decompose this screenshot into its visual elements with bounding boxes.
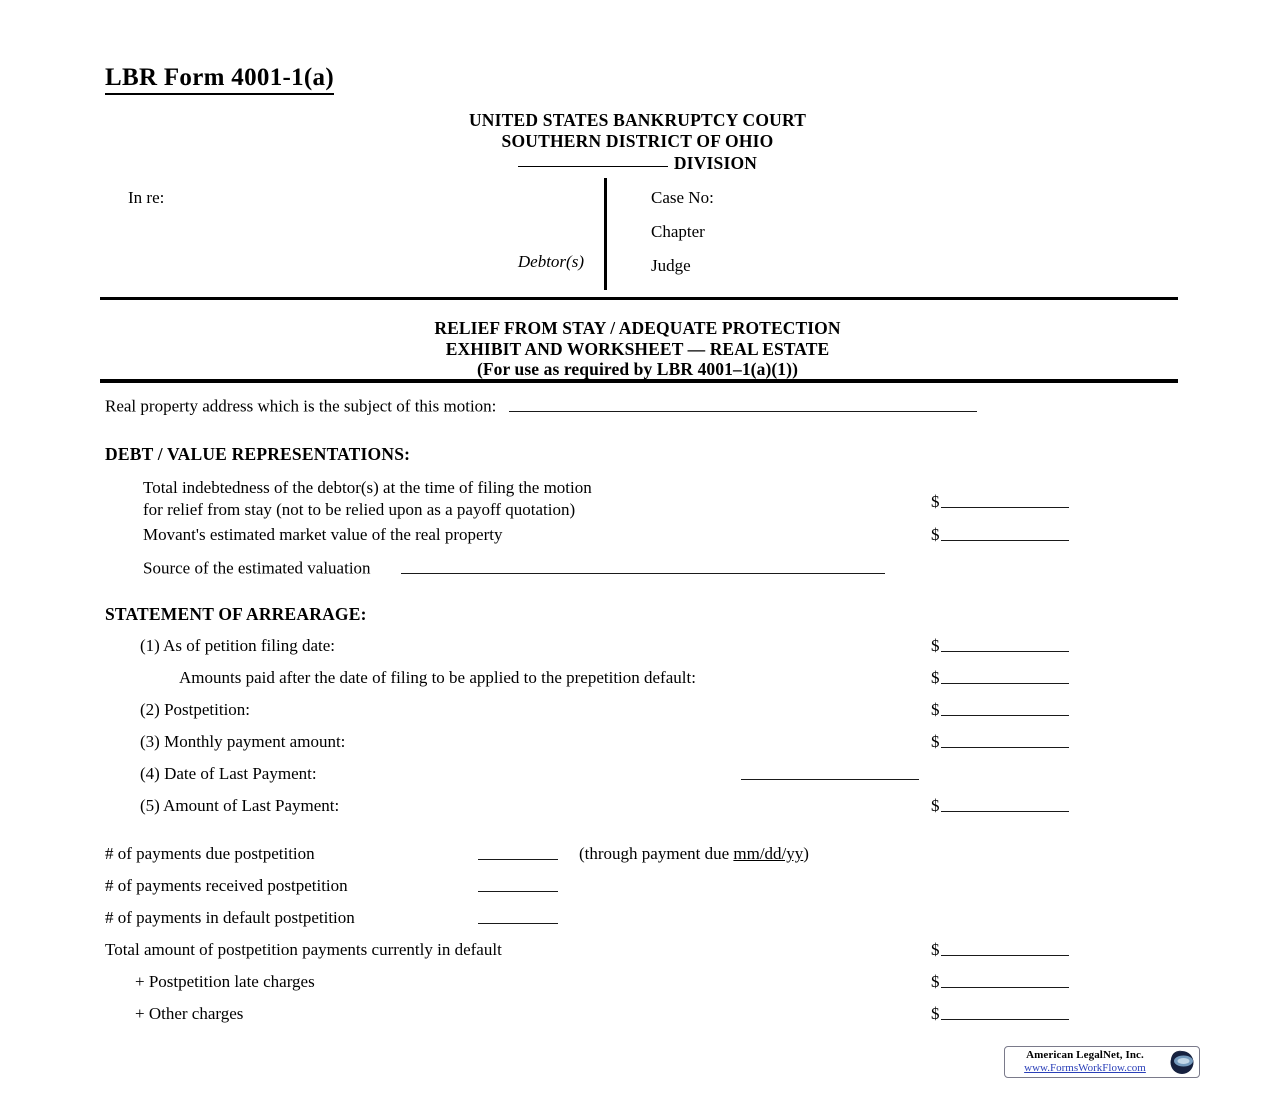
arrearage-item-prepetition-amount — [931, 668, 1069, 688]
footer-company-name: American LegalNet, Inc. — [1026, 1049, 1144, 1061]
arrearage-item-3-amount — [931, 732, 1069, 752]
market-value-blank[interactable] — [941, 525, 1069, 541]
payments-due-value — [478, 844, 558, 864]
payments-due-note-date: mm/dd/yy — [733, 844, 804, 863]
arrearage-item-3-blank[interactable] — [941, 732, 1069, 748]
arrearage-item-1-amount — [931, 636, 1069, 656]
in-re-label: In re: — [128, 188, 165, 207]
other-charges-label: + Other charges — [135, 1004, 244, 1023]
property-address-row — [105, 396, 977, 416]
payments-due-label: # of payments due postpetition — [105, 844, 315, 863]
currency-symbol: $ — [931, 700, 940, 720]
total-indebtedness-line-1: Total indebtedness of the debtor(s) at the time of filing the motion — [143, 478, 592, 497]
arrearage-item-1-label: (1) As of petition filing date: — [140, 636, 335, 655]
property-address-label: Real property address which is the subject of this motion: — [105, 396, 497, 416]
total-default-blank[interactable] — [941, 940, 1069, 956]
payments-due-note-suffix: ) — [803, 844, 809, 863]
document-title-line-1: RELIEF FROM STAY / ADEQUATE PROTECTION — [434, 318, 841, 338]
currency-symbol: $ — [931, 525, 940, 545]
chapter-label: Chapter — [651, 222, 705, 241]
payments-default-label: # of payments in default postpetition — [105, 908, 355, 927]
document-title-line-2: EXHIBIT AND WORKSHEET — REAL ESTATE — [445, 338, 830, 359]
valuation-source-label: Source of the estimated valuation — [143, 558, 371, 578]
currency-symbol: $ — [931, 668, 940, 688]
arrearage-item-5-amount — [931, 796, 1069, 816]
arrearage-item-3-label: (3) Monthly payment amount: — [140, 732, 346, 751]
footer-website-link[interactable]: www.FormsWorkFlow.com — [1024, 1062, 1146, 1074]
document-title-line-3: (For use as required by LBR 4001–1(a)(1)) — [476, 359, 799, 380]
total-default-label: Total amount of postpetition payments currently in default — [105, 940, 502, 959]
total-default-amount — [931, 940, 1069, 960]
valuation-source-blank[interactable] — [401, 558, 885, 574]
payments-received-value — [478, 876, 558, 896]
judge-label: Judge — [651, 256, 691, 275]
currency-symbol: $ — [931, 972, 940, 992]
total-indebtedness-line-2: for relief from stay (not to be relied upon as a payoff quotation) — [143, 499, 576, 519]
valuation-source-row — [143, 558, 885, 578]
arrearage-item-5-blank[interactable] — [941, 796, 1069, 812]
case-no-label: Case No: — [651, 188, 714, 207]
late-charges-label: + Postpetition late charges — [135, 972, 315, 991]
arrearage-item-4-value — [741, 764, 919, 784]
payments-due-blank[interactable] — [478, 844, 558, 860]
total-indebtedness-blank[interactable] — [941, 492, 1069, 508]
other-charges-blank[interactable] — [941, 1004, 1069, 1020]
currency-symbol: $ — [931, 796, 940, 816]
late-charges-amount — [931, 972, 1069, 992]
payments-due-note — [579, 844, 809, 864]
currency-symbol: $ — [931, 492, 940, 512]
court-district-line: SOUTHERN DISTRICT OF OHIO — [501, 130, 774, 151]
payments-received-label: # of payments received postpetition — [105, 876, 348, 895]
division-label: DIVISION — [673, 153, 758, 174]
arrearage-item-5-label: (5) Amount of Last Payment: — [140, 796, 340, 815]
late-charges-blank[interactable] — [941, 972, 1069, 988]
payments-default-value — [478, 908, 558, 928]
currency-symbol: $ — [931, 1004, 940, 1024]
total-indebtedness-label — [143, 477, 592, 521]
other-charges-amount — [931, 1004, 1069, 1024]
payments-due-note-prefix: (through payment due — [579, 844, 734, 863]
property-address-blank[interactable] — [509, 396, 977, 412]
debt-section-heading: DEBT / VALUE REPRESENTATIONS: — [105, 444, 411, 464]
payments-received-blank[interactable] — [478, 876, 558, 892]
currency-symbol: $ — [931, 940, 940, 960]
footer-badge-text — [1010, 1049, 1160, 1075]
arrearage-item-2-blank[interactable] — [941, 700, 1069, 716]
debtors-label: Debtor(s) — [517, 252, 584, 271]
market-value-label: Movant's estimated market value of the real property — [143, 525, 503, 544]
arrearage-item-2-label: (2) Postpetition: — [140, 700, 251, 719]
arrearage-item-2-amount — [931, 700, 1069, 720]
footer-badge — [1004, 1046, 1200, 1078]
arrearage-item-4-label: (4) Date of Last Payment: — [140, 764, 317, 783]
form-number-title: LBR Form 4001-1(a) — [105, 64, 334, 95]
arrearage-item-prepetition-label: Amounts paid after the date of filing to be applied to the prepetition default: — [179, 668, 696, 687]
currency-symbol: $ — [931, 732, 940, 752]
arrearage-section-heading: STATEMENT OF ARREARAGE: — [105, 604, 367, 624]
total-indebtedness-amount — [931, 492, 1069, 512]
payments-default-blank[interactable] — [478, 908, 558, 924]
globe-icon — [1169, 1050, 1195, 1075]
arrearage-item-prepetition-blank[interactable] — [941, 668, 1069, 684]
market-value-amount — [931, 525, 1069, 545]
court-name-line: UNITED STATES BANKRUPTCY COURT — [468, 110, 807, 130]
arrearage-item-1-blank[interactable] — [941, 636, 1069, 652]
currency-symbol: $ — [931, 636, 940, 656]
date-of-last-payment-blank[interactable] — [741, 764, 919, 780]
